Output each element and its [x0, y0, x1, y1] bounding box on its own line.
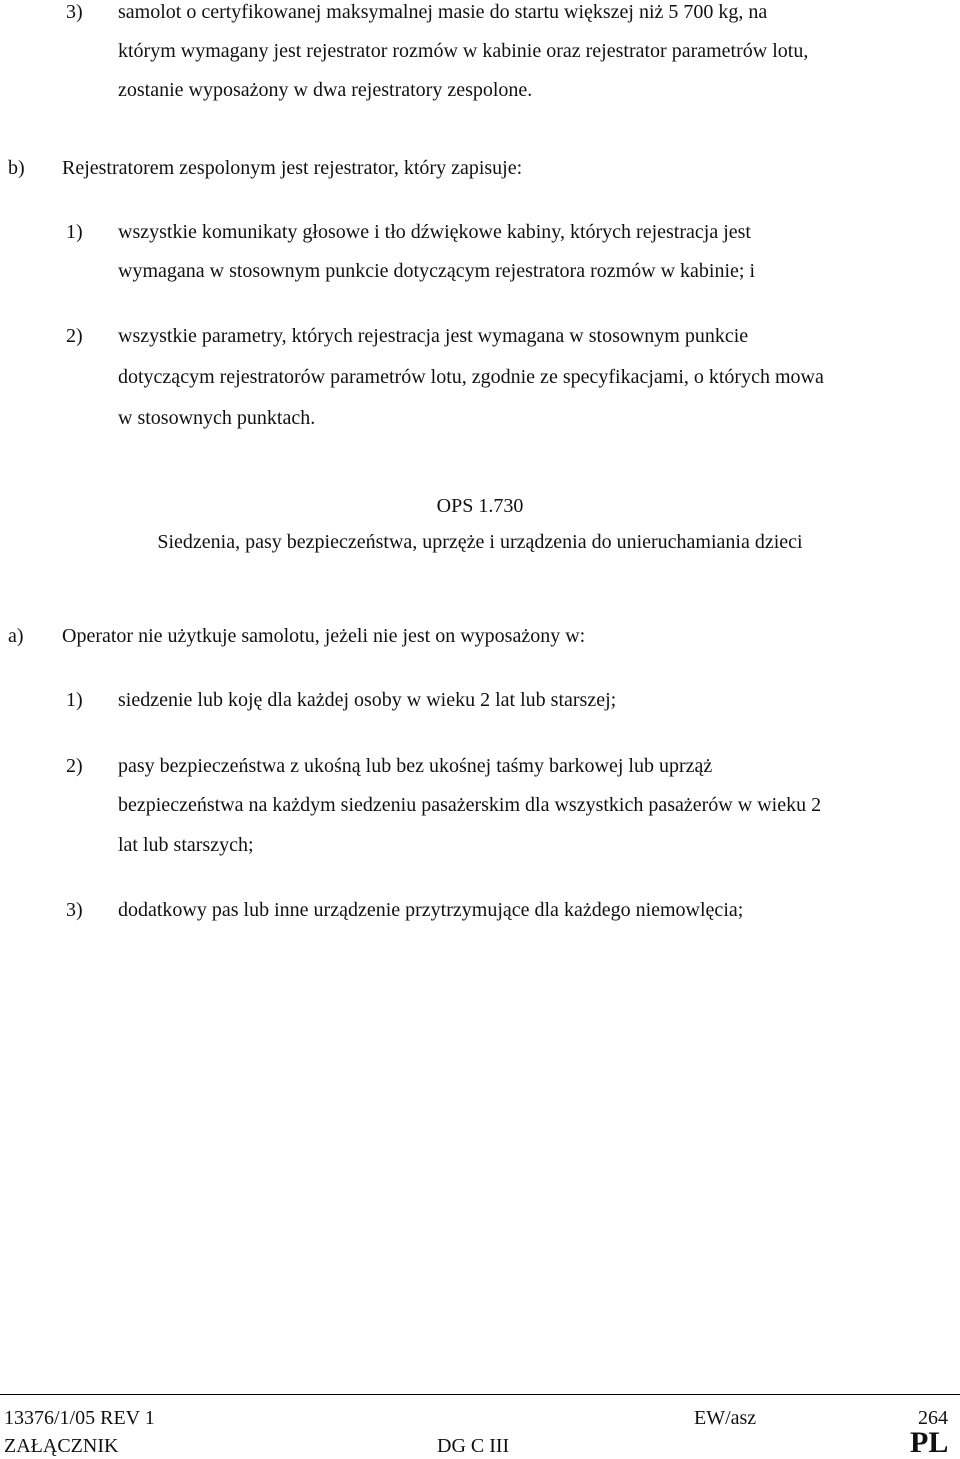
paragraph-letter: b): [8, 157, 25, 179]
section-title: Siedzenia, pasy bezpieczeństwa, uprzęże i urządzenia do unieruchamiania dzieci: [157, 531, 803, 553]
paragraph-text: Operator nie użytkuje samolotu, jeżeli nie jest on wyposażony w:: [62, 625, 586, 647]
footer-dg: DG C III: [437, 1435, 510, 1457]
footer-language: PL: [910, 1426, 949, 1459]
item-text-line: w stosownych punktach.: [118, 407, 316, 429]
item-number: 2): [66, 325, 83, 347]
item-number: 2): [66, 755, 83, 777]
item-number: 1): [66, 689, 83, 711]
item-text-line: samolot o certyfikowanej maksymalnej masie do startu większej niż 5 700 kg, na: [118, 1, 768, 23]
paragraph-letter: a): [8, 625, 24, 647]
paragraph-text: Rejestratorem zespolonym jest rejestrator, który zapisuje:: [62, 157, 523, 179]
footer-initials: EW/asz: [694, 1407, 757, 1429]
item-text-line: zostanie wyposażony w dwa rejestratory zespolone.: [118, 79, 533, 101]
footer-page-number: 264: [918, 1407, 948, 1429]
footer-annex: ZAŁĄCZNIK: [4, 1435, 119, 1457]
item-text-line: bezpieczeństwa na każdym siedzeniu pasażerskim dla wszystkich pasażerów w wieku 2: [118, 794, 822, 816]
section-code: OPS 1.730: [436, 495, 524, 517]
footer-doc-ref: 13376/1/05 REV 1: [4, 1407, 155, 1429]
item-text-line: lat lub starszych;: [118, 834, 254, 856]
item-text-line: dodatkowy pas lub inne urządzenie przytrzymujące dla każdego niemowlęcia;: [118, 899, 744, 921]
item-number: 1): [66, 221, 83, 243]
item-text-line: wszystkie parametry, których rejestracja jest wymagana w stosownym punkcie: [118, 325, 749, 347]
item-number: 3): [66, 899, 83, 921]
item-text-line: wymagana w stosownym punkcie dotyczącym rejestratora rozmów w kabinie; i: [118, 260, 756, 282]
item-text-line: pasy bezpieczeństwa z ukośną lub bez ukośnej taśmy barkowej lub uprząż: [118, 755, 713, 777]
item-text-line: dotyczącym rejestratorów parametrów lotu, zgodnie ze specyfikacjami, o których mowa: [118, 366, 824, 388]
item-text-line: siedzenie lub koję dla każdej osoby w wieku 2 lat lub starszej;: [118, 689, 617, 711]
item-text-line: wszystkie komunikaty głosowe i tło dźwiękowe kabiny, których rejestracja jest: [118, 221, 751, 243]
item-number: 3): [66, 1, 83, 23]
item-text-line: którym wymagany jest rejestrator rozmów w kabinie oraz rejestrator parametrów lotu,: [118, 40, 809, 62]
footer-divider: [0, 1394, 960, 1395]
